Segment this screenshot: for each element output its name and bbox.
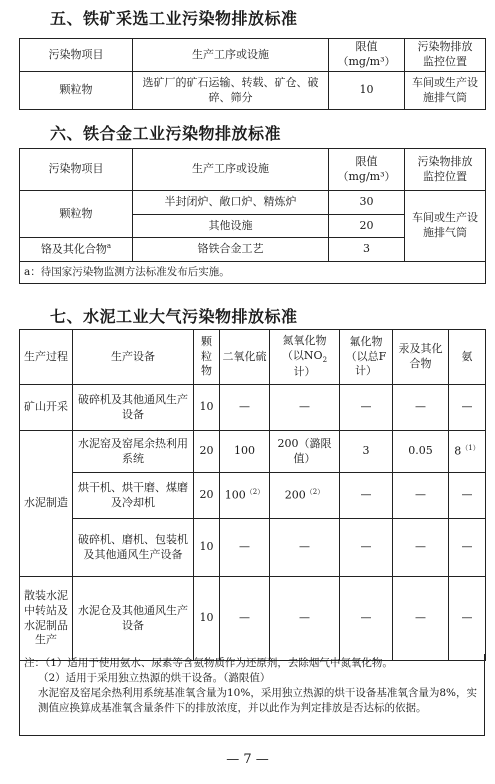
cell-pollutant: 铬及其化合物$^a$ xyxy=(20,238,133,262)
header-fluoride: 氟化物（以总F计） xyxy=(340,330,393,385)
table-header-row xyxy=(20,149,486,191)
header-mercury: 汞及其化合物 xyxy=(393,330,449,385)
header-pollutant: 污染物项目 xyxy=(20,39,133,72)
cell-equipment: 破碎机及其他通风生产设备 xyxy=(73,385,194,431)
cell-mercury: — xyxy=(393,519,449,577)
section7-table xyxy=(19,329,486,661)
table-row xyxy=(20,519,486,577)
cell-so2: $100^{(2)}$ xyxy=(220,473,270,519)
cell-ammonia: $8^{(1)}$ xyxy=(449,431,486,473)
header-nox: 氮氧化物（以$NO_2$计） xyxy=(270,330,340,385)
table-row xyxy=(20,72,486,110)
header-particulate: 颗粒物 xyxy=(194,330,220,385)
cell-equipment: 水泥窑及窑尾余热利用系统 xyxy=(73,431,194,473)
section5-table xyxy=(19,38,486,110)
cell-particulate: 20 xyxy=(194,473,220,519)
cell-so2: — xyxy=(220,577,270,661)
cell-pollutant: 颗粒物 xyxy=(20,191,133,238)
cell-process: 其他设施 xyxy=(133,215,329,238)
section6-table xyxy=(19,148,486,284)
table-row xyxy=(20,431,486,473)
cell-fluoride: — xyxy=(340,519,393,577)
cell-particulate: 20 xyxy=(194,431,220,473)
header-location: 污染物排放 监控位置 xyxy=(405,149,486,191)
table-row xyxy=(20,191,486,215)
cell-pollutant: 颗粒物 xyxy=(20,72,133,110)
cell-process: 铬铁合金工艺 xyxy=(133,238,329,262)
note-line: 注：（1）适用于使用氨水、尿素等含氨物质作为还原剂，去除烟气中氮氧化物。 xyxy=(24,657,393,669)
cell-limit: 20 xyxy=(329,215,405,238)
header-limit: 限值 （mg/m³） xyxy=(329,39,405,72)
note-paragraph: 水泥窑及窑尾余热利用系统基准氧含量为10%，采用独立热源的烘干设备基准氧含量为8%，实测值应换算成基准氧含量条件下的排放浓度，并以此作为判定排放是否达标的依据。 xyxy=(38,687,477,714)
cell-process: 选矿厂的矿石运输、转载、矿仓、破碎、筛分 xyxy=(133,72,329,110)
cell-so2: — xyxy=(220,385,270,431)
header-so2: 二氧化硫 xyxy=(220,330,270,385)
cell-limit: 10 xyxy=(329,72,405,110)
header-limit: 限值 （mg/m³） xyxy=(329,149,405,191)
header-location: 污染物排放 监控位置 xyxy=(405,39,486,72)
cell-process: 矿山开采 xyxy=(20,385,73,431)
header-equipment: 生产设备 xyxy=(73,330,194,385)
cell-limit: 3 xyxy=(329,238,405,262)
cell-nox: $200^{(2)}$ xyxy=(270,473,340,519)
cell-mercury: — xyxy=(393,473,449,519)
table-note-row xyxy=(20,262,486,284)
cell-fluoride: — xyxy=(340,577,393,661)
header-process: 生产工序或设施 xyxy=(133,149,329,191)
note-line: （2）适用于采用独立热源的烘干设备。（潞限值） xyxy=(38,672,271,684)
table-header-row xyxy=(20,330,486,385)
cell-ammonia: — xyxy=(449,577,486,661)
cell-process: 水泥制造 xyxy=(20,431,73,577)
header-process: 生产过程 xyxy=(20,330,73,385)
cell-process: 半封闭炉、敞口炉、精炼炉 xyxy=(133,191,329,215)
cell-location: 车间或生产设施排气筒 xyxy=(405,72,486,110)
header-process: 生产工序或设施 xyxy=(133,39,329,72)
table-header-row xyxy=(20,39,486,72)
cell-limit: 30 xyxy=(329,191,405,215)
cell-nox: 200（潞限值） xyxy=(270,431,340,473)
cell-nox: — xyxy=(270,385,340,431)
cell-equipment: 烘干机、烘干磨、煤磨及冷却机 xyxy=(73,473,194,519)
cell-fluoride: 3 xyxy=(340,431,393,473)
cell-mercury: — xyxy=(393,385,449,431)
section6-note: a：待国家污染物监测方法标准发布后实施。 xyxy=(20,262,486,284)
header-ammonia: 氨 xyxy=(449,330,486,385)
table-row xyxy=(20,385,486,431)
cell-fluoride: — xyxy=(340,385,393,431)
page-number: — 7 — xyxy=(226,752,269,767)
cell-mercury: — xyxy=(393,577,449,661)
cell-equipment: 水泥仓及其他通风生产设备 xyxy=(73,577,194,661)
cell-equipment: 破碎机、磨机、包装机及其他通风生产设备 xyxy=(73,519,194,577)
cell-particulate: 10 xyxy=(194,577,220,661)
table-row xyxy=(20,473,486,519)
section5-title: 五、铁矿采选工业污染物排放标准 xyxy=(50,9,298,28)
cell-nox: — xyxy=(270,519,340,577)
cell-particulate: 10 xyxy=(194,519,220,577)
cell-location: 车间或生产设施排气筒 xyxy=(405,191,486,262)
cell-fluoride: — xyxy=(340,473,393,519)
section7-title: 七、水泥工业大气污染物排放标准 xyxy=(50,307,298,326)
cell-process: 散装水泥中转站及水泥制品生产 xyxy=(20,577,73,661)
cell-so2: 100 xyxy=(220,431,270,473)
cell-ammonia: — xyxy=(449,385,486,431)
cell-ammonia: — xyxy=(449,473,486,519)
section6-title: 六、铁合金工业污染物排放标准 xyxy=(50,124,282,143)
cell-mercury: 0.05 xyxy=(393,431,449,473)
table-row xyxy=(20,577,486,661)
section7-notes xyxy=(19,654,485,736)
cell-particulate: 10 xyxy=(194,385,220,431)
header-pollutant: 污染物项目 xyxy=(20,149,133,191)
cell-nox: — xyxy=(270,577,340,661)
cell-so2: — xyxy=(220,519,270,577)
cell-ammonia: — xyxy=(449,519,486,577)
